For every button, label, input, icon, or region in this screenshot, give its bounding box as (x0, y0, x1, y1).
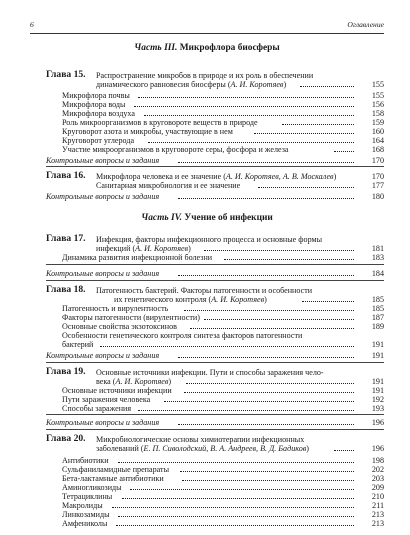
leader-dots (204, 319, 354, 320)
chapter-15-label: Глава 15. (46, 69, 86, 80)
chapter-20-title-line1: Микробиологические основы химиотерапии инфекционных (96, 435, 305, 444)
toc-entry-lincosamides: Линкозамиды (62, 510, 110, 519)
part-4-name: Учение об инфекции (184, 213, 273, 223)
leader-dots (190, 328, 354, 329)
section-rule (46, 414, 384, 415)
toc-entry-antibiotics-page: 198 (371, 456, 384, 465)
chapter-19-title-line2: века (А. И. Коротяев) (96, 377, 172, 386)
leader-dots (118, 462, 354, 463)
leader-dots (138, 97, 354, 98)
toc-entry-sources-page: 191 (371, 386, 384, 395)
leader-dots (178, 162, 354, 163)
chapter-19-author: А. И. Коротяев (115, 377, 169, 386)
toc-entry-beta-lactams: Бета-лактамные антибиотики (62, 474, 164, 483)
chapter-20-title-line2: заболеваний (Е. П. Сиволодский, В. А. Андреев, В. Д. Бадиков) (96, 444, 309, 453)
questions-ch17: Контрольные вопросы и задания (46, 269, 160, 278)
questions-ch16-page: 180 (371, 192, 384, 201)
questions-ch18-page: 191 (371, 351, 384, 360)
leader-dots (130, 489, 354, 490)
section-rule (46, 362, 384, 363)
toc-entry-amphenicols: Амфениколы (62, 519, 108, 528)
toc-entry-routes: Пути заражения человека (62, 395, 151, 404)
toc-entry-carbon: Круговорот углерода (62, 136, 135, 145)
toc-entry-genetic-control-line2: бактерий (62, 340, 94, 349)
toc-entry-nitrogen: Круговорот азота и микробы, участвующие в нем (62, 127, 233, 136)
toc-entry-methods-page: 193 (371, 404, 384, 413)
section-rule (46, 264, 384, 265)
chapter-18-label: Глава 18. (46, 284, 86, 295)
leader-dots (258, 187, 354, 188)
toc-entry-water-page: 156 (371, 100, 384, 109)
leader-dots (100, 346, 354, 347)
chapter-15-page: 155 (371, 80, 384, 89)
chapter-18-author: А. И. Коротяев (211, 295, 265, 304)
toc-entry-aminoglycosides: Аминогликозиды (62, 483, 122, 492)
toc-entry-sanitary: Санитарная микробиология и ее значение (96, 181, 241, 190)
leader-dots (178, 275, 354, 276)
leader-dots (118, 516, 354, 517)
leader-dots (184, 392, 354, 393)
toc-entry-sulfur: Участие микроорганизмов в круговороте серы, фосфора и железа (62, 145, 289, 154)
chapter-18-page: 185 (371, 295, 384, 304)
leader-dots (164, 401, 354, 402)
toc-entry-aminoglycosides-page: 209 (371, 483, 384, 492)
part-3-prefix: Часть III. (134, 43, 178, 53)
leader-dots (186, 383, 354, 384)
chapter-18-title-line1: Патогенность бактерий. Факторы патогенности и особенности (96, 286, 313, 295)
toc-entry-pathogenicity-page: 185 (371, 304, 384, 313)
part-4-title (30, 213, 384, 223)
toc-entry-beta-lactams-page: 203 (371, 474, 384, 483)
toc-entry-macrolides-page: 211 (372, 501, 384, 510)
leader-dots (178, 198, 354, 199)
leader-dots (134, 106, 354, 107)
leader-dots (184, 310, 354, 311)
section-rule (46, 280, 384, 281)
toc-entry-pathogenicity: Патогенность и вирулентность (62, 304, 169, 313)
toc-entry-factors-page: 187 (371, 313, 384, 322)
toc-entry-cycle-page: 159 (371, 118, 384, 127)
chapter-16-label: Глава 16. (46, 170, 86, 181)
part-3-name: Микрофлора биосферы (179, 43, 280, 53)
leader-dots (116, 525, 354, 526)
chapter-17-title-line2: инфекций (А. И. Коротяев) (96, 244, 191, 253)
leader-dots (122, 498, 354, 499)
leader-dots (178, 424, 354, 425)
toc-entry-routes-page: 192 (371, 395, 384, 404)
toc-entry-sources: Основные источники инфекции (62, 386, 172, 395)
chapter-15-author: А. И. Коротяев (230, 80, 284, 89)
leader-dots (148, 142, 354, 143)
leader-dots (180, 471, 354, 472)
leader-dots (282, 124, 354, 125)
part-3-title (30, 43, 384, 53)
leader-dots (334, 450, 354, 451)
questions-ch19-page: 196 (371, 418, 384, 427)
leader-dots (334, 151, 354, 152)
toc-entry-exotoxins: Основные свойства экзотоксинов (62, 322, 177, 331)
toc-entry-macrolides: Макролиды (62, 501, 103, 510)
toc-entry-antibiotics: Антибиотики (62, 456, 109, 465)
toc-entry-soil: Микрофлора почвы (62, 91, 130, 100)
toc-entry-soil-page: 155 (371, 91, 384, 100)
questions-ch16: Контрольные вопросы и задания (46, 192, 160, 201)
toc-entry-amphenicols-page: 213 (371, 519, 384, 528)
leader-dots (112, 507, 354, 508)
leader-dots (138, 410, 354, 411)
chapter-19-title-line1: Основные источники инфекции. Пути и способы заражения чело- (96, 368, 324, 377)
part-4-prefix: Часть IV. (141, 213, 183, 223)
leader-dots (224, 259, 354, 260)
toc-entry-dynamics: Динамика развития инфекционной болезни (62, 253, 213, 262)
running-title: Оглавление (347, 20, 384, 29)
questions-ch19: Контрольные вопросы и задания (46, 418, 160, 427)
chapter-15-title-line2: динамического равновесия биосферы (А. И. Коротяев) (96, 80, 287, 89)
toc-entry-genetic-control-page: 191 (371, 340, 384, 349)
toc-entry-air: Микрофлора воздуха (62, 109, 135, 118)
section-rule (46, 429, 384, 430)
page-number: 6 (30, 20, 34, 29)
toc-entry-water: Микрофлора воды (62, 100, 126, 109)
chapter-16-page: 170 (371, 172, 384, 181)
leader-dots (178, 357, 354, 358)
chapter-17-author: А. И. Коротяев (135, 244, 189, 253)
toc-entry-lincosamides-page: 213 (371, 510, 384, 519)
chapter-18-title-line2: их генетического контроля (А. И. Коротяев) (114, 295, 267, 304)
toc-entry-carbon-page: 164 (371, 136, 384, 145)
questions-ch17-page: 184 (371, 269, 384, 278)
leader-dots (302, 301, 354, 302)
header-rule (30, 33, 384, 34)
chapter-19-label: Глава 19. (46, 366, 86, 377)
toc-entry-sulfur-page: 168 (371, 145, 384, 154)
chapter-16-author: А. И. Коротяев, А. В. Москалев (225, 172, 334, 181)
toc-entry-dynamics-page: 183 (371, 253, 384, 262)
toc-entry-sulfonamides-page: 202 (371, 465, 384, 474)
leader-dots (204, 250, 354, 251)
toc-entry-nitrogen-page: 160 (371, 127, 384, 136)
toc-entry-cycle: Роль микроорганизмов в круговороте веществ в природе (62, 118, 258, 127)
toc-entry-tetracyclines-page: 210 (371, 492, 384, 501)
toc-entry-methods: Способы заражения (62, 404, 132, 413)
chapter-19-page: 191 (371, 377, 384, 386)
section-rule (46, 166, 384, 167)
questions-ch15: Контрольные вопросы и задания (46, 156, 160, 165)
toc-entry-sulfonamides: Сульфаниламидные препараты (62, 465, 170, 474)
toc-entry-genetic-control-line1: Особенности генетического контроля синтеза факторов патогенности (62, 331, 303, 340)
toc-entry-factors: Факторы патогенности (вирулентности) (62, 313, 200, 322)
toc-entry-exotoxins-page: 189 (371, 322, 384, 331)
chapter-15-title-line1: Распространение микробов в природе и их роль в обеспечении (96, 71, 314, 80)
chapter-17-title-line1: Инфекция, факторы инфекционного процесса и основные формы (96, 235, 323, 244)
chapter-17-label: Глава 17. (46, 233, 86, 244)
chapter-20-author: Е. П. Сиволодский, В. А. Андреев, В. Д. Бадиков (143, 444, 307, 453)
chapter-20-label: Глава 20. (46, 433, 86, 444)
leader-dots (300, 86, 354, 87)
toc-entry-sanitary-page: 177 (371, 181, 384, 190)
toc-entry-tetracyclines: Тетрациклины (62, 492, 113, 501)
leader-dots (182, 480, 354, 481)
chapter-17-page: 181 (371, 244, 384, 253)
chapter-16-title: Микрофлора человека и ее значение (А. И. Коротяев, А. В. Москалев) (96, 172, 337, 181)
toc-entry-air-page: 158 (371, 109, 384, 118)
questions-ch15-page: 170 (371, 156, 384, 165)
leader-dots (254, 133, 354, 134)
leader-dots (144, 115, 354, 116)
questions-ch18: Контрольные вопросы и задания (46, 351, 160, 360)
chapter-20-page: 196 (371, 444, 384, 453)
